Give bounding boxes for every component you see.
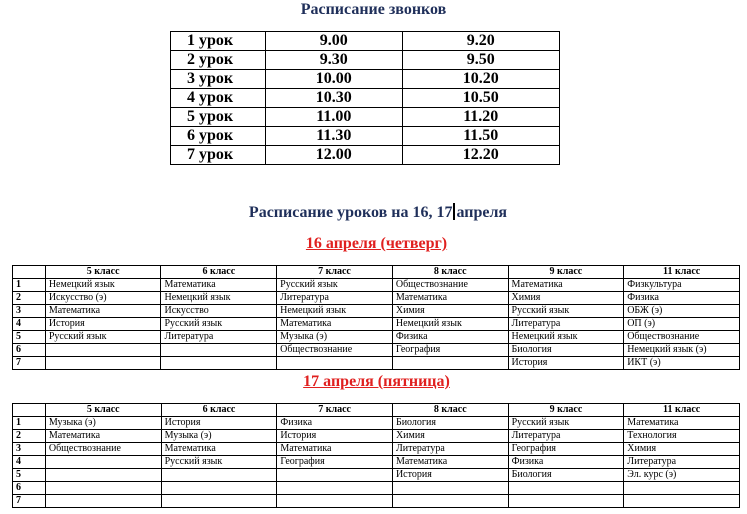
subject-cell — [45, 456, 161, 469]
bell-row — [171, 70, 560, 89]
subject-cell: Музыка (э) — [277, 331, 393, 344]
subject-cell — [45, 495, 161, 508]
subject-cell: Немецкий язык — [277, 305, 393, 318]
subject-cell: Математика — [277, 318, 393, 331]
subject-cell: Эл. курс (э) — [624, 469, 740, 482]
bell-lesson: 6 урок — [171, 127, 266, 146]
bell-lesson: 1 урок — [171, 32, 266, 51]
subject-cell — [392, 495, 508, 508]
bell-row — [171, 89, 560, 108]
bell-start-time: 9.00 — [266, 32, 402, 51]
class-header: 8 класс — [392, 404, 508, 417]
lesson-title-part2: апреля — [456, 204, 508, 221]
lesson-schedule-title — [0, 203, 747, 222]
subject-cell: Биология — [508, 344, 624, 357]
lesson-row — [13, 417, 740, 430]
class-header: 11 класс — [624, 404, 740, 417]
lesson-row — [13, 318, 740, 331]
subject-cell: Обществознание — [624, 331, 740, 344]
subject-cell — [624, 495, 740, 508]
subject-cell: Русский язык — [277, 279, 393, 292]
subject-cell: Математика — [508, 279, 624, 292]
class-header-row — [13, 266, 740, 279]
lesson-number: 1 — [13, 417, 46, 430]
lesson-number: 5 — [13, 469, 46, 482]
lesson-number: 3 — [13, 305, 46, 318]
lesson-row — [13, 443, 740, 456]
lesson-row — [13, 279, 740, 292]
subject-cell: ОП (э) — [624, 318, 740, 331]
subject-cell — [392, 482, 508, 495]
subject-cell: Литература — [508, 318, 624, 331]
subject-cell: Математика — [45, 430, 161, 443]
day1-schedule-table — [12, 265, 740, 370]
class-header: 6 класс — [161, 404, 277, 417]
lesson-row — [13, 482, 740, 495]
lesson-row — [13, 292, 740, 305]
subject-cell: Немецкий язык — [45, 279, 161, 292]
lesson-number: 6 — [13, 482, 46, 495]
subject-cell: Русский язык — [508, 417, 624, 430]
bell-start-time: 12.00 — [266, 146, 402, 165]
subject-cell — [277, 469, 393, 482]
subject-cell: Химия — [392, 305, 508, 318]
subject-cell — [624, 482, 740, 495]
bell-schedule-table — [170, 31, 560, 165]
lesson-number: 7 — [13, 495, 46, 508]
subject-cell: Русский язык — [161, 318, 277, 331]
lesson-number: 1 — [13, 279, 46, 292]
class-header: 9 класс — [508, 266, 624, 279]
subject-cell: География — [277, 456, 393, 469]
lesson-row — [13, 495, 740, 508]
bell-end-time: 11.50 — [402, 127, 559, 146]
bell-row — [171, 32, 560, 51]
subject-cell: Обществознание — [392, 279, 508, 292]
subject-cell — [161, 469, 277, 482]
class-header-row — [13, 404, 740, 417]
subject-cell — [392, 357, 508, 370]
class-header: 9 класс — [508, 404, 624, 417]
subject-cell: ИКТ (э) — [624, 357, 740, 370]
subject-cell — [508, 495, 624, 508]
subject-cell: Физика — [508, 456, 624, 469]
subject-cell: Математика — [392, 292, 508, 305]
subject-cell: Технология — [624, 430, 740, 443]
class-header: 6 класс — [161, 266, 277, 279]
bell-row — [171, 51, 560, 70]
subject-cell: Физика — [392, 331, 508, 344]
subject-cell: Немецкий язык — [392, 318, 508, 331]
subject-cell: История — [161, 417, 277, 430]
class-header: 11 класс — [624, 266, 740, 279]
subject-cell: Химия — [624, 443, 740, 456]
subject-cell: География — [508, 443, 624, 456]
subject-cell — [161, 344, 277, 357]
subject-cell: Литература — [161, 331, 277, 344]
header-corner-cell — [13, 266, 46, 279]
bell-row — [171, 127, 560, 146]
subject-cell: Математика — [392, 456, 508, 469]
subject-cell: История — [277, 430, 393, 443]
bell-end-time: 9.50 — [402, 51, 559, 70]
bell-lesson: 7 урок — [171, 146, 266, 165]
bell-start-time: 9.30 — [266, 51, 402, 70]
subject-cell — [277, 495, 393, 508]
lesson-row — [13, 331, 740, 344]
class-header: 7 класс — [277, 404, 393, 417]
subject-cell — [161, 357, 277, 370]
subject-cell: Литература — [508, 430, 624, 443]
subject-cell — [508, 482, 624, 495]
subject-cell: Музыка (э) — [161, 430, 277, 443]
day2-schedule-table — [12, 403, 740, 508]
day1-title: 16 апреля (четверг) — [305, 235, 448, 252]
bell-start-time: 10.00 — [266, 70, 402, 89]
class-header: 8 класс — [392, 266, 508, 279]
bell-start-time: 11.00 — [266, 108, 402, 127]
subject-cell: Химия — [392, 430, 508, 443]
subject-cell: Физика — [624, 292, 740, 305]
subject-cell: Литература — [392, 443, 508, 456]
subject-cell: Литература — [277, 292, 393, 305]
bell-end-time: 10.20 — [402, 70, 559, 89]
day2-title: 17 апреля (пятница) — [303, 373, 450, 390]
lesson-row — [13, 344, 740, 357]
lesson-row — [13, 469, 740, 482]
lesson-number: 2 — [13, 430, 46, 443]
subject-cell: ОБЖ (э) — [624, 305, 740, 318]
bell-lesson: 3 урок — [171, 70, 266, 89]
bell-schedule-title: Расписание звонков — [300, 1, 447, 18]
subject-cell: Математика — [161, 279, 277, 292]
bell-row — [171, 108, 560, 127]
lesson-row — [13, 357, 740, 370]
subject-cell: Немецкий язык (э) — [624, 344, 740, 357]
lesson-number: 4 — [13, 456, 46, 469]
lesson-row — [13, 305, 740, 318]
subject-cell: Немецкий язык — [508, 331, 624, 344]
subject-cell: Математика — [624, 417, 740, 430]
bell-end-time: 10.50 — [402, 89, 559, 108]
subject-cell: История — [45, 318, 161, 331]
subject-cell: Физкультура — [624, 279, 740, 292]
subject-cell: История — [392, 469, 508, 482]
subject-cell: Обществознание — [45, 443, 161, 456]
subject-cell: Искусство (э) — [45, 292, 161, 305]
subject-cell — [161, 495, 277, 508]
bell-end-time: 12.20 — [402, 146, 559, 165]
lesson-row — [13, 456, 740, 469]
subject-cell: Русский язык — [45, 331, 161, 344]
header-corner-cell — [13, 404, 46, 417]
subject-cell: Математика — [161, 443, 277, 456]
subject-cell — [161, 482, 277, 495]
bell-row — [171, 146, 560, 165]
subject-cell — [277, 357, 393, 370]
subject-cell — [277, 482, 393, 495]
lesson-number: 6 — [13, 344, 46, 357]
subject-cell: Математика — [277, 443, 393, 456]
bell-end-time: 9.20 — [402, 32, 559, 51]
subject-cell — [45, 482, 161, 495]
bell-end-time: 11.20 — [402, 108, 559, 127]
subject-cell — [45, 357, 161, 370]
subject-cell: Математика — [45, 305, 161, 318]
subject-cell: Литература — [624, 456, 740, 469]
bell-lesson: 5 урок — [171, 108, 266, 127]
subject-cell: Обществознание — [277, 344, 393, 357]
lesson-number: 5 — [13, 331, 46, 344]
lesson-row — [13, 430, 740, 443]
subject-cell: Музыка (э) — [45, 417, 161, 430]
subject-cell: История — [508, 357, 624, 370]
subject-cell: Биология — [392, 417, 508, 430]
subject-cell: Биология — [508, 469, 624, 482]
bell-lesson: 2 урок — [171, 51, 266, 70]
subject-cell: Русский язык — [508, 305, 624, 318]
subject-cell: Искусство — [161, 305, 277, 318]
lesson-number: 3 — [13, 443, 46, 456]
lesson-title-part1: Расписание уроков на 16, 17 — [248, 204, 453, 221]
subject-cell — [45, 469, 161, 482]
class-header: 7 класс — [277, 266, 393, 279]
subject-cell: Русский язык — [161, 456, 277, 469]
lesson-number: 2 — [13, 292, 46, 305]
subject-cell: Химия — [508, 292, 624, 305]
lesson-number: 4 — [13, 318, 46, 331]
bell-start-time: 10.30 — [266, 89, 402, 108]
subject-cell: Немецкий язык — [161, 292, 277, 305]
subject-cell — [45, 344, 161, 357]
bell-lesson: 4 урок — [171, 89, 266, 108]
subject-cell: География — [392, 344, 508, 357]
class-header: 5 класс — [45, 404, 161, 417]
subject-cell: Физика — [277, 417, 393, 430]
lesson-number: 7 — [13, 357, 46, 370]
class-header: 5 класс — [45, 266, 161, 279]
bell-start-time: 11.30 — [266, 127, 402, 146]
